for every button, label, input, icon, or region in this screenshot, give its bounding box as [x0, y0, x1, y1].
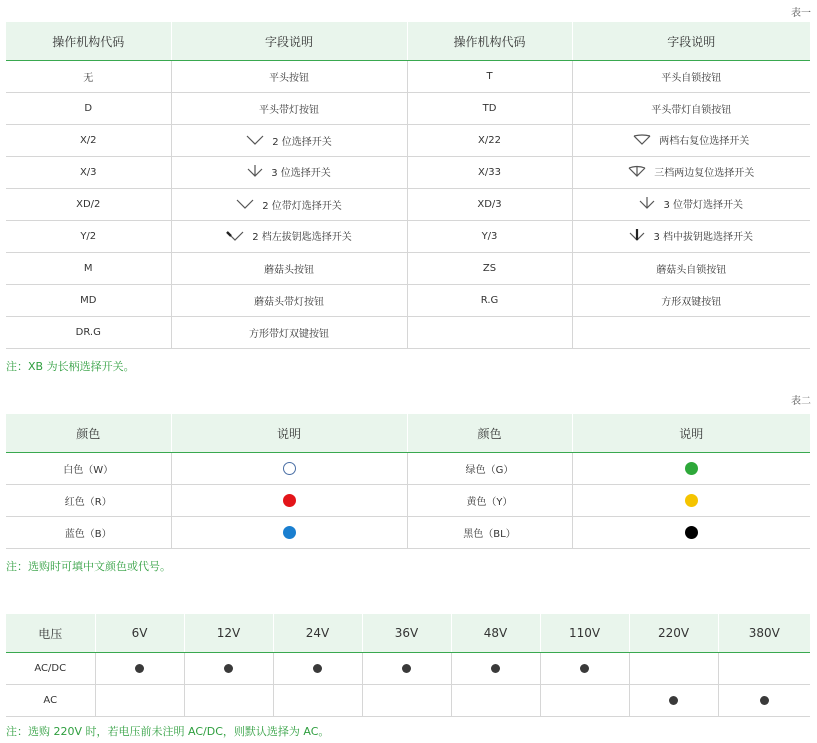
description-cell [572, 61, 810, 93]
left-key-icon [226, 230, 244, 245]
column-header: 字段说明 [171, 22, 407, 61]
availability-cell [629, 653, 718, 685]
code-text: M [83, 263, 93, 274]
voltage-type-cell: AC [6, 685, 95, 717]
availability-cell [184, 653, 273, 685]
color-swatch-cell [572, 517, 810, 549]
table-row [6, 157, 810, 189]
description-text: 平头自锁按钮 [661, 73, 722, 84]
available-dot-icon [224, 664, 233, 673]
table-row [6, 189, 810, 221]
code-cell [407, 157, 572, 189]
description-text: 平头带灯自锁按钮 [651, 105, 732, 116]
color-dot-icon [283, 462, 296, 475]
color-dot-icon [685, 462, 698, 475]
center-key-icon [629, 228, 645, 245]
description-cell [572, 285, 810, 317]
availability-cell [273, 685, 362, 717]
description-cell [572, 93, 810, 125]
code-cell [6, 61, 171, 93]
color-dot-icon [685, 526, 698, 539]
color-name-cell: 白色（W） [6, 453, 171, 485]
color-table [6, 414, 810, 549]
table-row [6, 93, 810, 125]
column-header: 12V [184, 614, 273, 653]
right-return-icon [633, 134, 651, 149]
description-cell [572, 125, 810, 157]
description-cell [572, 253, 810, 285]
voltage-table [6, 614, 810, 717]
code-cell [407, 221, 572, 253]
description-text: 两档右复位选择开关 [659, 136, 750, 148]
table-row [6, 125, 810, 157]
code-text: DR.G [75, 327, 101, 338]
table2-note: 注：选购时可填中文颜色或代号。 [6, 560, 171, 573]
table-row [6, 453, 810, 485]
availability-cell [95, 653, 184, 685]
description-text: 3 档中拔钥匙选择开关 [653, 231, 754, 243]
column-header: 6V [95, 614, 184, 653]
table-header-row [6, 614, 810, 653]
column-header: 电压 [6, 614, 95, 653]
column-header: 说明 [572, 414, 810, 453]
color-name-cell: 黄色（Y） [407, 485, 572, 517]
table2-caption: 表二 [791, 396, 811, 407]
color-dot-icon [283, 526, 296, 539]
column-header: 24V [273, 614, 362, 653]
code-text: X/3 [79, 167, 97, 178]
column-header: 220V [629, 614, 718, 653]
available-dot-icon [135, 664, 144, 673]
color-name-cell: 红色（R） [6, 485, 171, 517]
code-text: Y/2 [80, 231, 97, 242]
code-text: X/2 [79, 135, 97, 146]
description-cell [171, 93, 407, 125]
description-cell [171, 221, 407, 253]
availability-cell [629, 685, 718, 717]
code-text: R.G [480, 295, 499, 306]
code-text: MD [80, 295, 97, 306]
column-header: 380V [718, 614, 810, 653]
table-row [6, 253, 810, 285]
availability-cell [95, 685, 184, 717]
code-cell [407, 93, 572, 125]
code-cell [6, 253, 171, 285]
code-cell [407, 285, 572, 317]
description-cell [572, 189, 810, 221]
table-row [6, 485, 810, 517]
code-cell [6, 221, 171, 253]
color-dot-icon [283, 494, 296, 507]
code-text: 无 [83, 73, 94, 84]
column-header: 36V [362, 614, 451, 653]
table-row [6, 285, 810, 317]
column-header: 操作机构代码 [6, 22, 171, 61]
description-cell [171, 125, 407, 157]
two-position-icon [236, 199, 254, 212]
availability-cell [451, 653, 540, 685]
code-text: X/22 [478, 135, 501, 146]
description-text: 蘑菇头按钮 [264, 265, 314, 276]
description-text: 平头按钮 [269, 73, 309, 84]
color-swatch-cell [572, 453, 810, 485]
description-text: 三档两边复位选择开关 [654, 168, 755, 179]
availability-cell [718, 653, 810, 685]
code-cell [6, 157, 171, 189]
code-cell [6, 317, 171, 349]
availability-cell [451, 685, 540, 717]
description-text: 蘑菇头自锁按钮 [656, 265, 727, 276]
code-cell [407, 61, 572, 93]
three-position-icon [247, 164, 263, 181]
table-header-row [6, 22, 810, 61]
column-header: 字段说明 [572, 22, 810, 61]
table1-note: 注：XB 为长柄选择开关。 [6, 360, 135, 373]
code-cell [6, 285, 171, 317]
color-name-cell: 黑色（BL） [407, 517, 572, 549]
available-dot-icon [760, 696, 769, 705]
description-text: 蘑菇头带灯按钮 [254, 297, 324, 308]
table-row [6, 221, 810, 253]
description-cell [171, 317, 407, 349]
description-cell [171, 285, 407, 317]
availability-cell [273, 653, 362, 685]
description-cell [171, 157, 407, 189]
table1-caption: 表一 [791, 8, 811, 19]
description-text: 2 位带灯选择开关 [262, 200, 342, 212]
description-text: 3 位带灯选择开关 [663, 199, 744, 211]
table-row [6, 317, 810, 349]
description-text: 2 档左拔钥匙选择开关 [252, 232, 352, 244]
color-name-cell: 绿色（G） [407, 453, 572, 485]
operator-code-table [6, 22, 810, 349]
column-header: 操作机构代码 [407, 22, 572, 61]
color-swatch-cell [572, 485, 810, 517]
color-swatch-cell [171, 517, 407, 549]
code-text: Y/3 [481, 231, 498, 242]
code-cell [407, 189, 572, 221]
description-text: 3 位选择开关 [271, 167, 331, 179]
code-text: ZS [482, 263, 497, 274]
code-text: X/33 [478, 167, 501, 178]
code-text: XD/3 [477, 199, 502, 210]
column-header: 颜色 [6, 414, 171, 453]
column-header: 说明 [171, 414, 407, 453]
code-cell [407, 317, 572, 349]
color-swatch-cell [171, 485, 407, 517]
availability-cell [718, 685, 810, 717]
color-name-cell: 蓝色（B） [6, 517, 171, 549]
table-header-row [6, 414, 810, 453]
availability-cell [362, 653, 451, 685]
available-dot-icon [313, 664, 322, 673]
code-cell [6, 189, 171, 221]
description-cell [572, 221, 810, 253]
three-position-icon [639, 196, 655, 213]
table-row [6, 685, 810, 717]
description-cell [171, 189, 407, 221]
description-text: 方形双键按钮 [661, 297, 722, 308]
availability-cell [540, 653, 629, 685]
availability-cell [184, 685, 273, 717]
table3-note: 注：选购 220V 时，若电压前未注明 AC/DC，则默认选择为 AC。 [6, 725, 330, 738]
available-dot-icon [669, 696, 678, 705]
description-text: 方形带灯双键按钮 [249, 329, 329, 340]
code-cell [407, 253, 572, 285]
column-header: 110V [540, 614, 629, 653]
code-cell [6, 125, 171, 157]
description-cell [171, 253, 407, 285]
available-dot-icon [402, 664, 411, 673]
code-text: TD [482, 103, 497, 114]
code-text: T [486, 71, 493, 82]
table-row [6, 517, 810, 549]
code-text: XD/2 [76, 199, 101, 210]
description-cell [572, 157, 810, 189]
description-cell [572, 317, 810, 349]
column-header: 颜色 [407, 414, 572, 453]
code-cell [6, 93, 171, 125]
column-header: 48V [451, 614, 540, 653]
description-text: 平头带灯按钮 [259, 105, 319, 116]
description-text: 2 位选择开关 [272, 136, 332, 148]
two-position-icon [246, 135, 264, 148]
code-text: D [84, 103, 93, 114]
table-row [6, 61, 810, 93]
availability-cell [362, 685, 451, 717]
both-return-icon [628, 165, 646, 181]
color-swatch-cell [171, 453, 407, 485]
available-dot-icon [580, 664, 589, 673]
table-row [6, 653, 810, 685]
color-dot-icon [685, 494, 698, 507]
voltage-type-cell: AC/DC [6, 653, 95, 685]
code-cell [407, 125, 572, 157]
available-dot-icon [491, 664, 500, 673]
availability-cell [540, 685, 629, 717]
description-cell [171, 61, 407, 93]
